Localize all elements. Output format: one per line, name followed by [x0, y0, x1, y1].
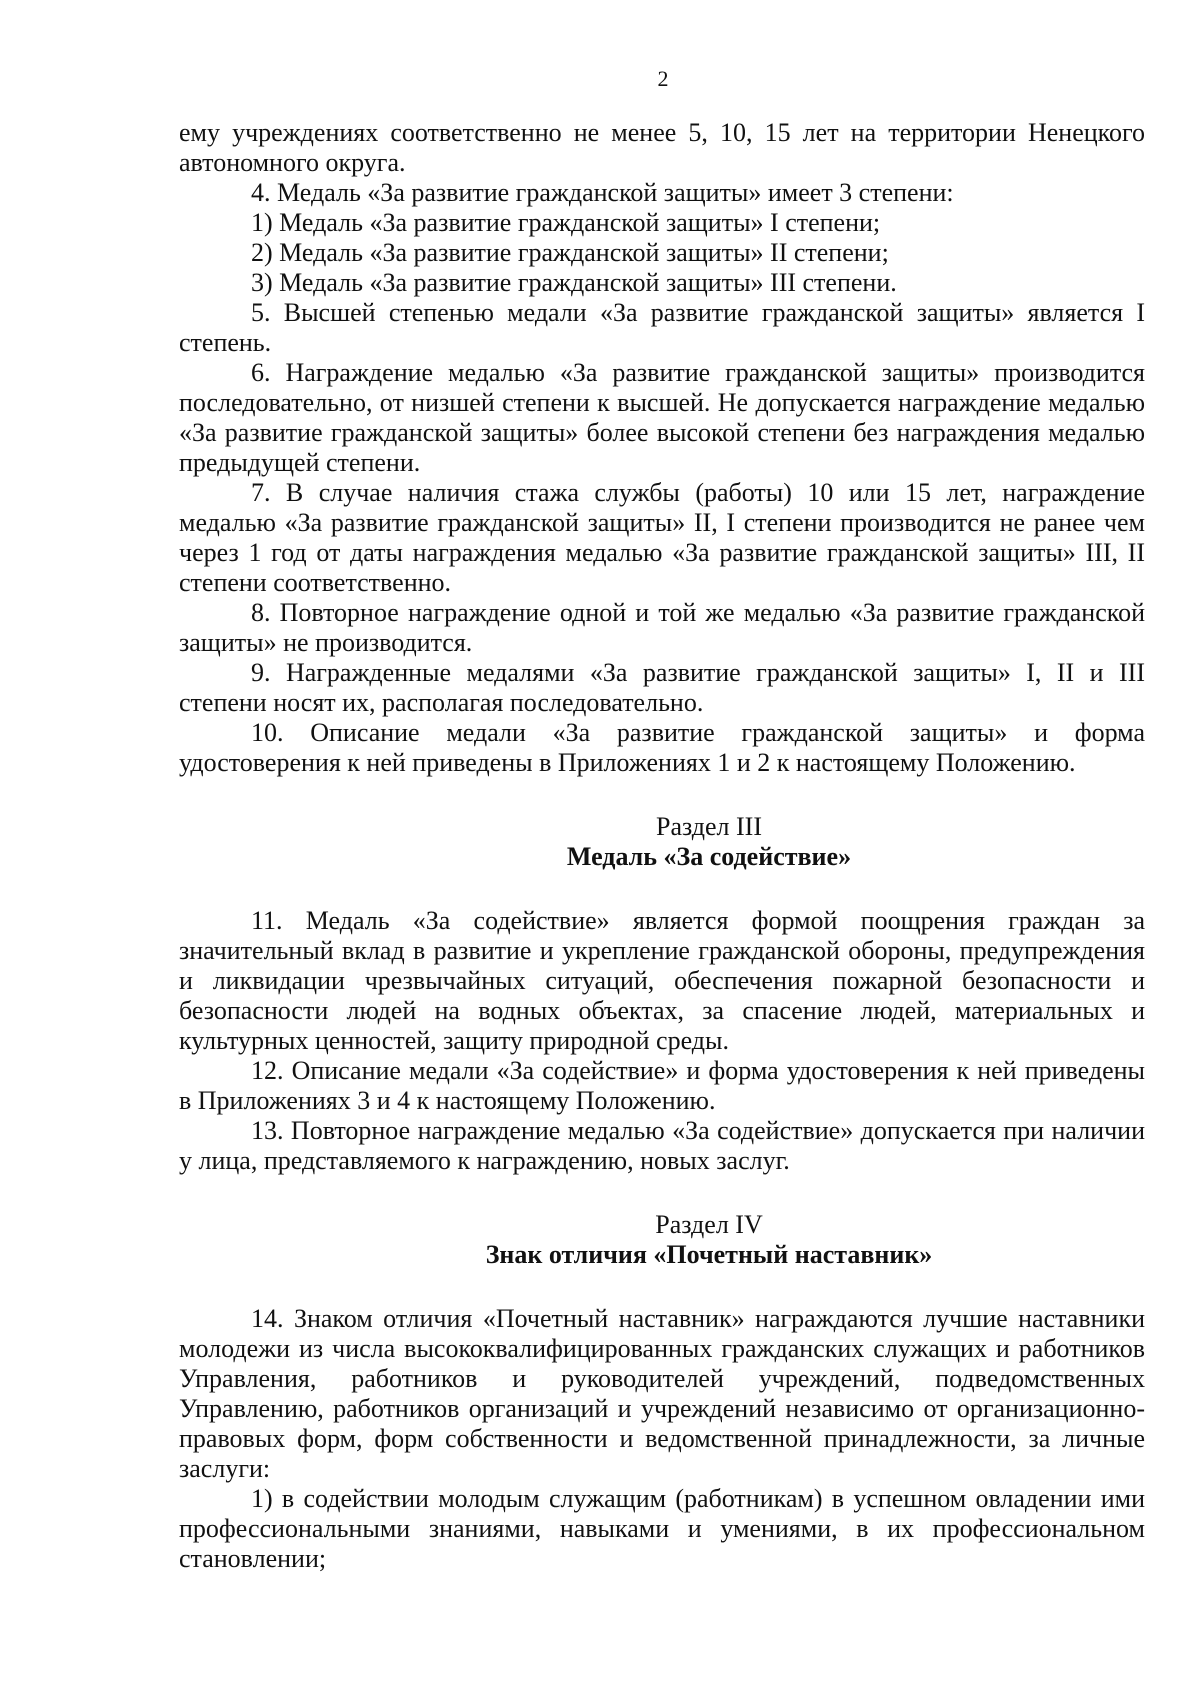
list-item: 1) Медаль «За развитие гражданской защиты» I степени; — [251, 208, 881, 237]
list-item: 2) Медаль «За развитие гражданской защиты» II степени; — [251, 238, 889, 267]
paragraph-10: 10. Описание медали «За развитие гражданской защиты» и форма удостоверения к ней приведены в Приложениях 1 и 2 к настоящему Положению. — [179, 718, 1145, 777]
paragraph-4: 4. Медаль «За развитие гражданской защиты» имеет 3 степени: — [251, 178, 954, 207]
document-body — [179, 118, 1145, 1574]
list-item: 3) Медаль «За развитие гражданской защиты» III степени. — [251, 268, 897, 297]
section-heading-3 — [179, 812, 1145, 872]
paragraph-7: 7. В случае наличия стажа службы (работы) 10 или 15 лет, награждение медалью «За развитие гражданской защиты» II, I степени производится не ранее чем через 1 год от даты награждения медалью «За развитие гражданской защиты» III, II степени соответственно. — [179, 478, 1145, 597]
paragraph-14-item-1: 1) в содействии молодым служащим (работникам) в успешном овладении ими профессиональными знаниями, навыками и умениями, в их профессиональном становлении; — [179, 1484, 1145, 1573]
paragraph-6: 6. Награждение медалью «За развитие гражданской защиты» производится последовательно, от низшей степени к высшей. Не допускается награждение медалью «За развитие гражданской защиты» более высокой степени без награждения медалью предыдущей степени. — [179, 358, 1145, 477]
section-heading-4 — [179, 1210, 1145, 1270]
section-title: Знак отличия «Почетный наставник» — [485, 1240, 933, 1269]
section-label: Раздел IV — [655, 1210, 763, 1239]
paragraph-5: 5. Высшей степенью медали «За развитие гражданской защиты» является I степень. — [179, 298, 1145, 357]
paragraph-11: 11. Медаль «За содействие» является формой поощрения граждан за значительный вклад в развитие и укрепление гражданской обороны, предупреждения и ликвидации чрезвычайных ситуаций, обеспечения пожарной безопасности и безопасности людей на водных объектах, за спасение людей, материальных и культурных ценностей, защиту природной среды. — [179, 906, 1145, 1055]
section-title: Медаль «За содействие» — [566, 842, 852, 871]
paragraph-8: 8. Повторное награждение одной и той же медалью «За развитие гражданской защиты» не производится. — [179, 598, 1145, 657]
paragraph-intro: ему учреждениях соответственно не менее 5, 10, 15 лет на территории Ненецкого автономного округа. — [179, 118, 1145, 177]
paragraph-9: 9. Награжденные медалями «За развитие гражданской защиты» I, II и III степени носят их, располагая последовательно. — [179, 658, 1145, 717]
paragraph-12: 12. Описание медали «За содействие» и форма удостоверения к ней приведены в Приложениях 3 и 4 к настоящему Положению. — [179, 1056, 1145, 1115]
section-label: Раздел III — [655, 812, 763, 841]
paragraph-13: 13. Повторное награждение медалью «За содействие» допускается при наличии у лица, представляемого к награждению, новых заслуг. — [179, 1116, 1145, 1175]
paragraph-14: 14. Знаком отличия «Почетный наставник» награждаются лучшие наставники молодежи из числа высококвалифицированных гражданских служащих и работников Управления, работников и руководителей учреждений, подведомственных Управлению, работников организаций и учреждений независимо от организационно-правовых форм, форм собственности и ведомственной принадлежности, за личные заслуги: — [179, 1304, 1145, 1483]
page-number: 2 — [657, 66, 669, 91]
